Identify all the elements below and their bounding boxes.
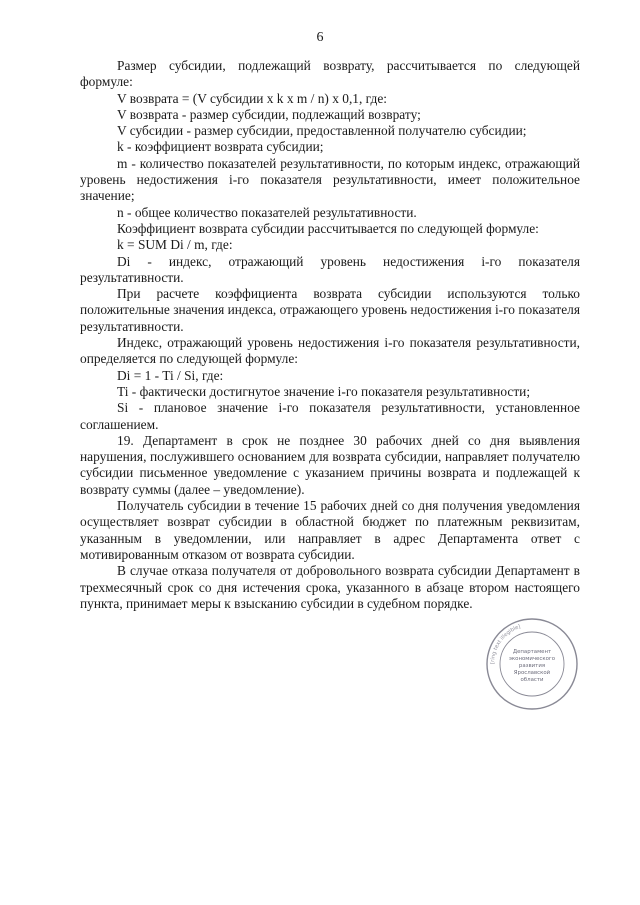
stamp-center-text: экономического	[508, 656, 556, 662]
stamp-ring-text: [ring text illegible]	[489, 623, 522, 665]
formula-line: Di = 1 - Ti / Si, где:	[117, 367, 224, 383]
definition-line: n - общее количество показателей результативности.	[117, 204, 417, 220]
definition-line: Di - индекс, отражающий уровень недостижения i-го показателя результативности.	[80, 253, 580, 285]
stamp-center-text: развития	[518, 663, 546, 669]
definition-line: Si - плановое значение i-го показателя результативности, установленное соглашением.	[80, 400, 580, 432]
definition-line: k - коэффициент возврата субсидии;	[117, 139, 324, 155]
paragraph: В случае отказа получателя от добровольного возврата субсидии Департамент в трехмесячный срок со дня истечения срока, указанного в абзаце втором настоящего пункта, принимает меры к взысканию субсидии в судебном порядке.	[80, 563, 580, 611]
stamp-center-text: области	[520, 677, 544, 683]
paragraph: Размер субсидии, подлежащий возврату, рассчитывается по следующей формуле:	[80, 58, 580, 90]
page-number: 6	[316, 30, 324, 45]
paragraph: Индекс, отражающий уровень недостижения i-го показателя результативности, определяется по следующей формуле:	[80, 335, 580, 367]
formula-line: k = SUM Di / m, где:	[117, 237, 233, 253]
stamp-center-text: Департамент	[512, 649, 552, 655]
formula-line: V возврата = (V субсидии x k x m / n) x 0,1, где:	[117, 90, 387, 106]
paragraph: При расчете коэффициента возврата субсидии используются только положительные значения индекса, отражающего уровень недостижения i-го показателя результативности.	[80, 286, 580, 334]
document-body	[80, 58, 580, 612]
official-stamp	[484, 616, 580, 712]
definition-line: Ti - фактически достигнутое значение i-го показателя результативности;	[117, 383, 531, 399]
definition-line: V субсидии - размер субсидии, предоставленной получателю субсидии;	[117, 123, 527, 139]
definition-line: m - количество показателей результативности, по которым индекс, отражающий уровень недостижения i-го показателя результативности, имеет положительное значение;	[80, 155, 580, 204]
stamp-center-text: Ярославской	[513, 670, 551, 676]
definition-line: V возврата - размер субсидии, подлежащий возврату;	[117, 106, 421, 122]
paragraph: Получатель субсидии в течение 15 рабочих дней со дня получения уведомления осуществляет возврат субсидии в областной бюджет по платежным реквизитам, указанным в уведомлении, или направляет в адрес Департамента ответ с мотивированным отказом от возврата субсидии.	[80, 498, 580, 562]
paragraph: Коэффициент возврата субсидии рассчитывается по следующей формуле:	[117, 220, 539, 236]
paragraph-clause-19: 19. Департамент в срок не позднее 30 рабочих дней со дня выявления нарушения, послужившего основанием для возврата субсидии, направляет получателю субсидии письменное уведомление с указанием причины возврата и подлежащей к возврату суммы (далее – уведомление).	[80, 432, 580, 497]
